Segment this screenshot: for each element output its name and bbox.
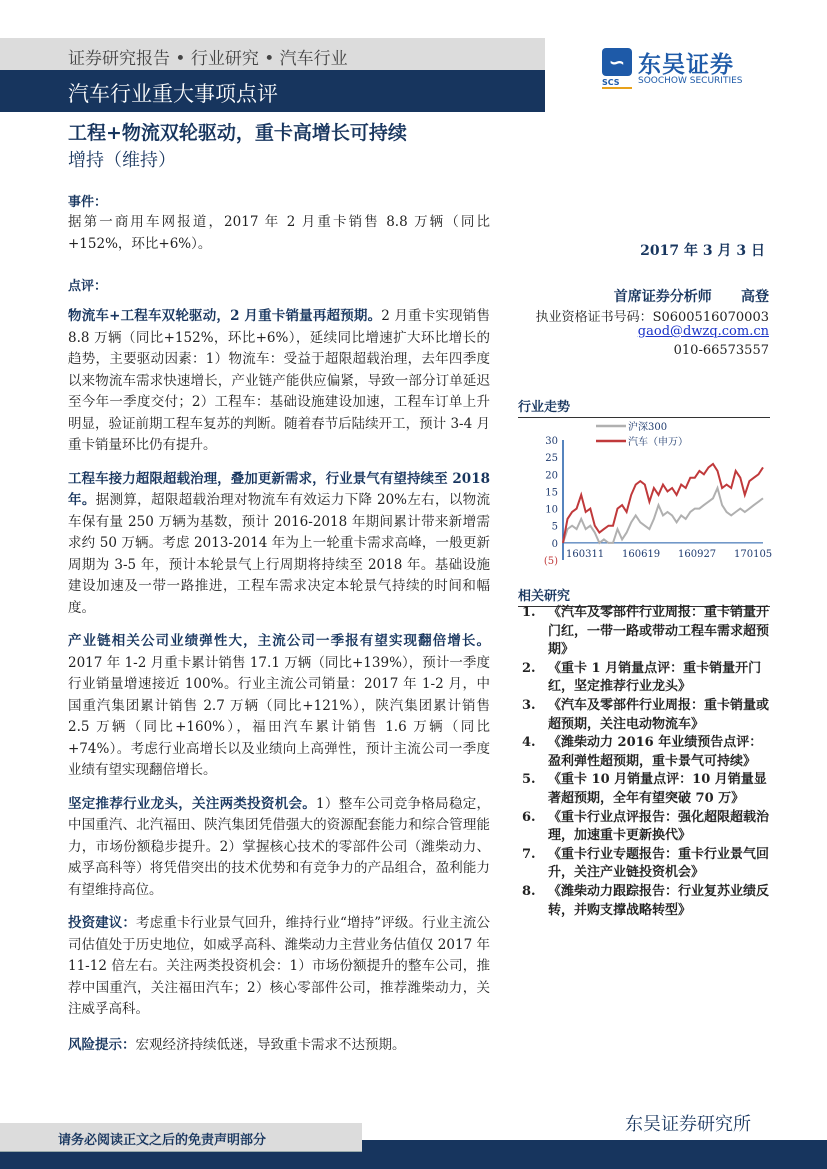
paragraph-lead: 风险提示： [68, 1036, 136, 1053]
paragraph-body: 据测算，超限超载治理对物流车有效运力下降 20%左右，以物流车保有量 250 万辆为基数，预计 2016-2018 年期间累计带来新增需求约 50 万辆。考虑 2013-2014 年为上一轮重卡需求高峰，一般更新周期为 3-5 年，预计本轮景气上行周期将持续至 2018 年。基础设施建设加速及一带一路推进，工程车需求决定本轮景气持续的时间和幅度。 [68, 492, 491, 616]
comment-label: 点评： [68, 279, 108, 294]
y-tick-label: 15 [545, 487, 558, 499]
related-item-number: 5. [522, 772, 536, 788]
paragraph-4 [68, 794, 490, 902]
related-item[interactable] [518, 883, 774, 920]
report-date: 2017 年 3 月 3 日 [640, 243, 765, 259]
analyst-cert: 执业资格证书号码：S0600516070003 [535, 310, 769, 325]
related-item-title: 《汽车及零部件行业周报：重卡销量或超预期，关注电动物流车》 [548, 697, 770, 732]
event-text: 据第一商用车网报道，2017 年 2 月重卡销售 8.8 万辆（同比+152%，环比+6%）。 [68, 214, 490, 252]
report-title: 工程+物流双轮驱动，重卡高增长可持续 [68, 122, 407, 144]
paragraph-lead: 坚定推荐行业龙头，关注两类投资机会。 [68, 795, 317, 812]
report-type-banner: 汽车行业重大事项点评 [0, 70, 545, 112]
main-column [68, 193, 490, 1068]
related-item-title: 《重卡行业专题报告：重卡行业景气回升，关注产业链投资机会》 [548, 846, 770, 881]
paragraph-body: 1）整车公司竞争格局稳定，中国重汽、北汽福田、陕汽集团凭借强大的资源配套能力和综合管理能力，市场份额稳步提升。2）掌握核心技术的零部件公司（潍柴动力、威孚高科等）将凭借突出的技术优势和有竞争力的产品组合，盈利能力有望维持高位。 [68, 795, 490, 898]
y-tick-label: 25 [545, 453, 558, 465]
paragraph-body: 2 月重卡实现销售 8.8 万辆（同比+152%，环比+6%），延续同比增速扩大环比增长的趋势，主要驱动因素：1）物流车：受益于超限超载治理，去年四季度以来物流车需求快速增长，产业链产能供应偏紧，导致一部分订单延迟至今年一季度交付；2）工程车：基础设施建设加速，工程车订单上升明显，验证前期工程车复苏的判断。随着春节后陆续开工，预计 3-4 月重卡销量环比仍有提升。 [68, 308, 490, 453]
related-item-number: 3. [522, 697, 536, 713]
related-item[interactable] [518, 846, 774, 883]
analyst-line [614, 286, 769, 306]
analyst-name: 高登 [741, 289, 769, 305]
logo-scs: SCS [602, 78, 632, 89]
paragraph-3 [68, 631, 490, 782]
related-item[interactable] [518, 771, 774, 808]
trend-section-title: 行业走势 [518, 396, 770, 418]
report-category: 证券研究报告 • 行业研究 • 汽车行业 [0, 38, 545, 70]
paragraph-1 [68, 306, 490, 457]
logo-cn: 东吴证券 [638, 52, 734, 78]
related-item[interactable] [518, 809, 774, 846]
x-tick-label: 160619 [622, 548, 661, 560]
related-item[interactable] [518, 604, 774, 660]
footer-org: 东吴证券研究所 [625, 1114, 751, 1135]
paragraph-lead: 产业链相关公司业绩弹性大，主流公司一季报有望实现翻倍增长。 [68, 633, 490, 649]
y-tick-label: 5 [551, 521, 558, 533]
related-item-number: 6. [522, 809, 536, 825]
legend-label: 汽车（申万） [628, 437, 688, 448]
paragraph-6 [68, 1035, 490, 1057]
related-item-title: 《重卡 1 月销量点评：重卡销量开门红，坚定推荐行业龙头》 [548, 660, 762, 695]
y-tick-label: (5) [543, 556, 558, 567]
y-tick-label: 10 [545, 504, 558, 516]
related-item-title: 《重卡 10 月销量点评：10 月销量显著超预期，全年有望突破 70 万》 [548, 772, 767, 806]
paragraph-body: 宏观经济持续低迷，导致重卡需求不达预期。 [135, 1036, 406, 1053]
y-tick-label: 20 [545, 470, 558, 482]
legend-label: 沪深300 [628, 422, 668, 433]
paragraph-body: 考虑重卡行业景气回升，维持行业“增持”评级。行业主流公司估值处于历史地位，如威孚高科、潍柴动力主营业务估值仅 2017 年 11-12 倍左右。关注两类投资机会：1）市场份额提升的整车公司，推荐中国重汽，关注福田汽车；2）核心零部件公司，推荐潍柴动力，关注威孚高科。 [68, 915, 490, 1017]
x-tick-label: 160311 [566, 548, 605, 560]
logo-mark-icon: ∽ [602, 48, 632, 76]
analyst-email[interactable]: gaod@dwzq.com.cn [637, 324, 769, 339]
x-tick-label: 170105 [734, 548, 773, 560]
related-item[interactable] [518, 734, 774, 771]
industry-trend-chart [518, 418, 778, 580]
logo-en: SOOCHOW SECURITIES [638, 76, 743, 86]
related-item-title: 《汽车及零部件行业周报：重卡销量开门红，一带一路或带动工程车需求超预期》 [548, 605, 770, 658]
analyst-phone: 010-66573557 [673, 343, 769, 358]
related-item-number: 4. [522, 735, 536, 751]
related-item-title: 《潍柴动力 2016 年业绩预告点评：盈利弹性超预期，重卡景气可持续》 [548, 735, 763, 769]
related-item-number: 2. [522, 660, 536, 676]
paragraph-lead: 工程车接力超限超载治理，叠加更新需求，行业景气有望持续至 2018 年。 [68, 470, 490, 508]
paragraph-lead: 投资建议： [68, 915, 137, 931]
paragraph-lead: 物流车+工程车双轮驱动，2 月重卡销量再超预期。 [68, 308, 382, 324]
event-label: 事件： [68, 195, 108, 210]
y-tick-label: 0 [551, 538, 558, 550]
related-item-number: 8. [522, 883, 536, 899]
paragraph-2 [68, 469, 490, 620]
x-tick-label: 160927 [678, 548, 717, 560]
analyst-title: 首席证券分析师 [613, 289, 712, 305]
related-section-title: 相关研究 [518, 585, 770, 607]
disclaimer-note: 请务必阅读正文之后的免责声明部分 [0, 1123, 362, 1152]
paragraph-5 [68, 913, 490, 1021]
related-item[interactable] [518, 697, 774, 734]
soochow-logo [602, 48, 772, 88]
related-item-number: 7. [522, 846, 536, 862]
paragraph-body: 2017 年 1-2 月重卡累计销售 17.1 万辆（同比+139%），预计一季度行业销量增速接近 100%。行业主流公司销量：2017 年 1-2 月，中国重汽集团累计销售 2.7 万辆（同比+121%），陕汽集团累计销售 2.5 万辆（同比+160%），福田汽车累计销售 1.6 万辆（同比+74%）。考虑行业高增长以及业绩向上高弹性，预计主流公司一季度业绩有望实现翻倍增长。 [68, 654, 490, 778]
related-item[interactable] [518, 660, 774, 697]
y-tick-label: 30 [545, 436, 558, 447]
related-research-list [518, 604, 774, 920]
rating: 增持（维持） [68, 150, 176, 171]
related-item-title: 《潍柴动力跟踪报告：行业复苏业绩反转，并购支撑战略转型》 [548, 883, 770, 918]
related-item-title: 《重卡行业点评报告：强化超限超载治理，加速重卡更新换代》 [548, 809, 770, 844]
related-item-number: 1. [522, 605, 536, 620]
